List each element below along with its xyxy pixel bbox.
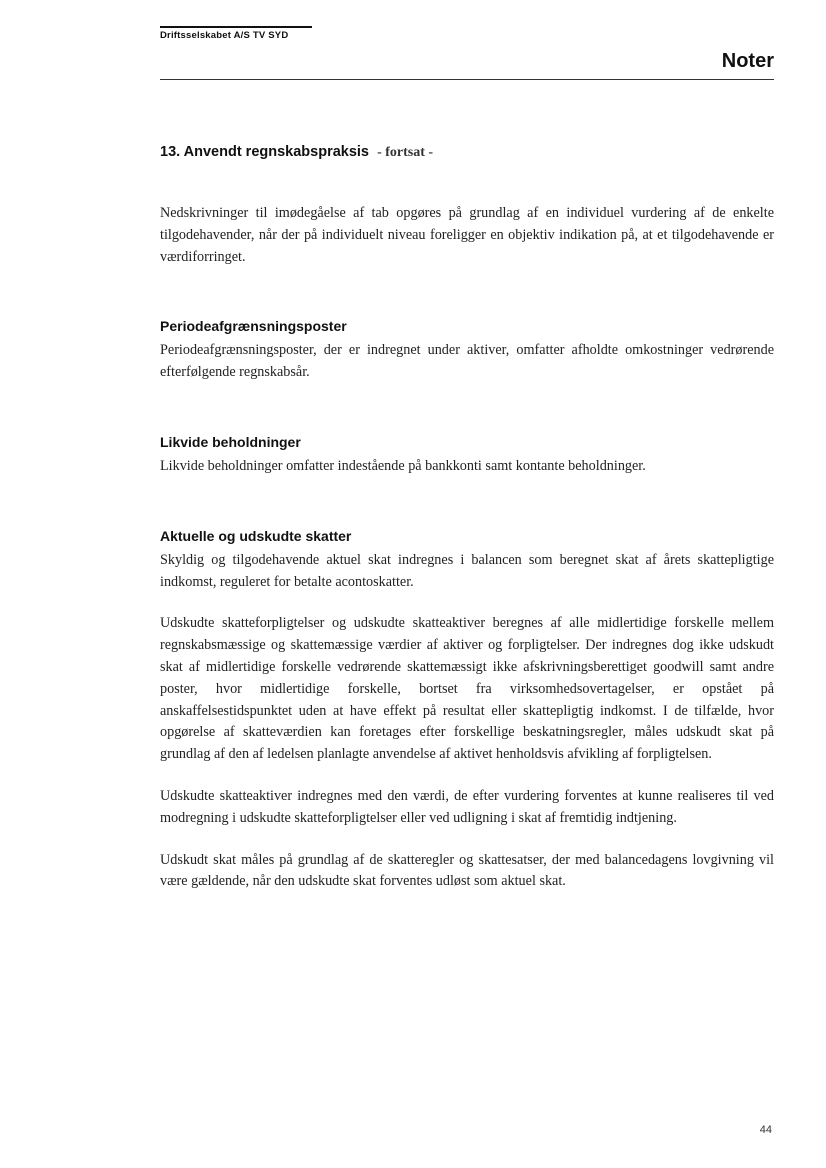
header-top-rule [160,26,312,28]
paragraph-skatter-aktuel: Skyldig og tilgodehavende aktuel skat indregnes i balancen som beregnet skat af årets skattepligtige indkomst, reguleret for betalte acontoskatter. [160,551,774,590]
paragraph-maaling: Udskudt skat måles på grundlag af de skatteregler og skattesatser, der med balancedagens lovgivning vil være gældende, når den udskudte skat forventes udløst som aktuel skat. [160,851,774,890]
page-number: 44 [759,1124,772,1136]
page-title: Noter [721,50,774,72]
paragraph-skatter-udskudte: Udskudte skatteforpligtelser og udskudte skatteaktiver beregnes af alle midlertidige forskelle mellem regnskabsmæssige og skattemæssige værdier af aktiver og forpligtelser. Der indregnes dog ikke udskudt skat af midlertidige forskelle vedrørende skattemæssigt ikke afskrivningsberettiget goodwill samt andre poster, hvor midlertidige forskelle, bortset fra virksomhedsovertagelser, er opstået på anskaffelsestidspunktet uden at have effekt på resultat eller skattepligtig indkomst. I de tilfælde, hvor opgørelse af skatteværdien kan foretages efter forskellige beskatningsregler, måles udskudt skat på grundlag af den af ledelsen planlagte anvendelse af aktivet henholdsvis afvikling af forpligtelsen. [160,615,774,763]
paragraph-periodeafgraensning: Periodeafgrænsningsposter, der er indregnet under aktiver, omfatter afholdte omkostninger vedrørende efterfølgende regnskabsår. [160,342,774,381]
intro-paragraph: Nedskrivninger til imødegåelse af tab opgøres på grundlag af en individuel vurdering af de enkelte tilgodehavender, når der på individuelt niveau foreligger en objektiv indikation på, at et tilgodehavende er værdiforringet. [160,205,774,265]
paragraph-skatteaktiver: Udskudte skatteaktiver indregnes med den værdi, de efter vurdering forventes at kunne realiseres til ved modregning i udskudte skatteforpligtelser eller ved udligning i skat af fremtidig indtjening. [160,787,774,826]
section-title: 13. Anvendt regnskabspraksis [160,144,369,160]
subsection-heading-skatter: Aktuelle og udskudte skatter [160,527,352,544]
document-body [160,140,774,893]
continued-label: - fortsat - [377,145,434,160]
company-name: Driftsselskabet A/S TV SYD [160,30,289,41]
paragraph-likvide: Likvide beholdninger omfatter indestående på bankkonti samt kontante beholdninger. [160,457,646,474]
section-heading [160,140,774,165]
subsection-heading-periodeafgraensning: Periodeafgrænsningsposter [160,318,347,335]
subsection-heading-likvide: Likvide beholdninger [160,433,301,450]
header-divider [160,79,774,80]
